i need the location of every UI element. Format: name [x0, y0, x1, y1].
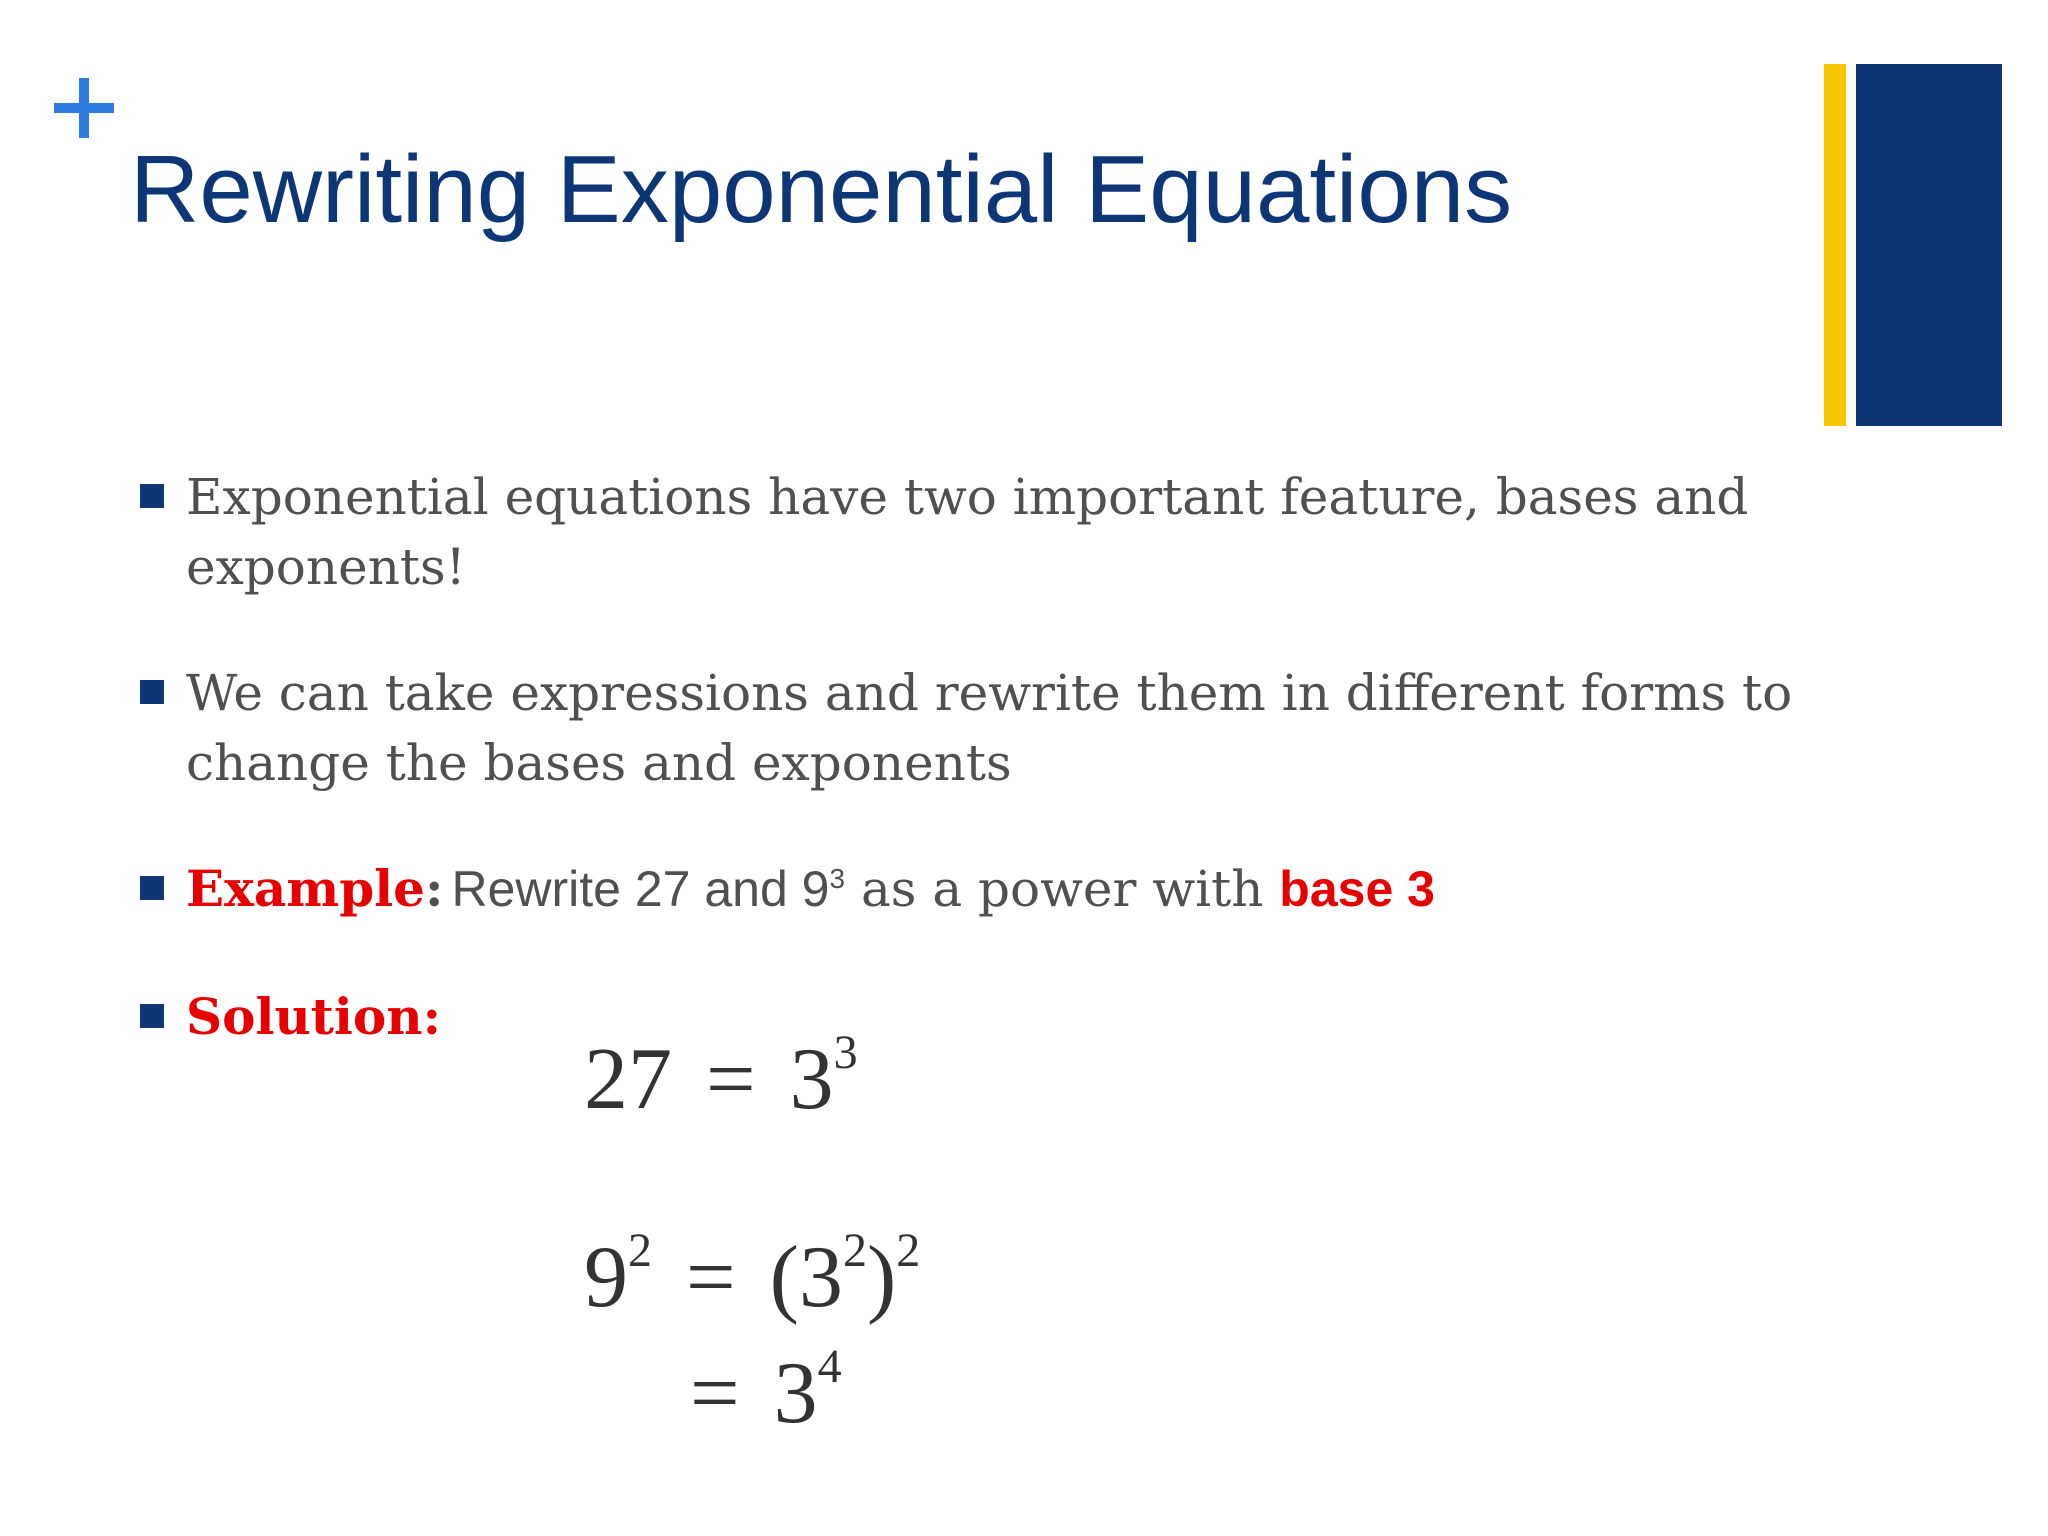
example-prefix: Rewrite 27 and 9 [451, 861, 830, 917]
math-lhs-base: 9 [584, 1229, 628, 1326]
example-highlight: base 3 [1279, 861, 1435, 917]
square-bullet-icon [140, 1004, 164, 1028]
math-line-2 [584, 1224, 921, 1328]
math-equals: = [706, 1031, 756, 1128]
example-label: Example [186, 859, 425, 918]
bullet-text: Exponential equations have two important feature, bases and exponents! [186, 468, 1749, 596]
math-line-3 [690, 1340, 842, 1444]
math-exponent: 3 [833, 1026, 858, 1079]
math-base: 3 [789, 1031, 834, 1128]
example-colon: : [425, 859, 444, 918]
accent-bar-navy [1856, 64, 2002, 426]
solution-label: Solution: [186, 987, 442, 1046]
math-lhs-exponent: 2 [628, 1224, 652, 1277]
math-line-1 [584, 1026, 858, 1130]
bullet-text: We can take expressions and rewrite them in different forms to change the bases and exponents [186, 664, 1793, 792]
bullet-item-solution [140, 982, 1820, 1052]
example-exponent: 3 [829, 863, 846, 894]
solution-text [186, 982, 1820, 1052]
bullet-item-2 [140, 658, 1820, 798]
plus-icon [54, 78, 114, 138]
square-bullet-icon [140, 484, 164, 508]
math-inner-base: 3 [798, 1229, 843, 1326]
math-equals: = [686, 1229, 736, 1326]
example-middle: as a power with [845, 860, 1280, 918]
bullet-item-1 [140, 462, 1820, 602]
slide-title: Rewriting Exponential Equations [130, 136, 1513, 243]
math-outer-exponent: 2 [896, 1224, 921, 1277]
math-inner-exponent: 2 [842, 1224, 867, 1277]
square-bullet-icon [140, 680, 164, 704]
math-lhs: 27 [584, 1031, 672, 1128]
accent-bar-gold [1824, 64, 1846, 426]
example-text [186, 854, 1820, 924]
math-exponent: 4 [817, 1340, 842, 1393]
math-open-paren: ( [769, 1229, 799, 1326]
math-equals: = [690, 1345, 740, 1442]
square-bullet-icon [140, 876, 164, 900]
math-close-paren: ) [866, 1229, 897, 1326]
bullet-item-example [140, 854, 1820, 924]
math-base: 3 [773, 1345, 818, 1442]
